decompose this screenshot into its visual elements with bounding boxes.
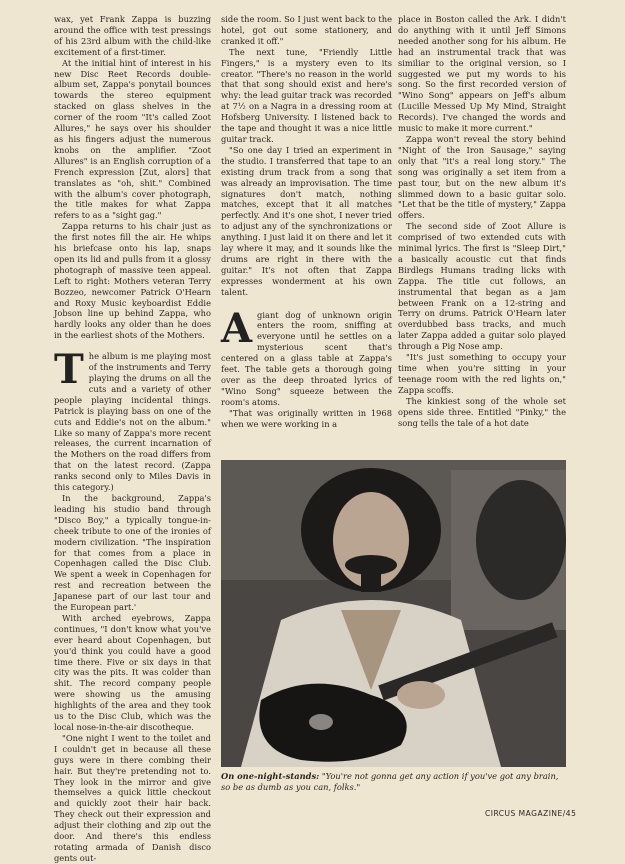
paragraph-with-drop-cap — [221, 304, 392, 408]
article-column-2 — [221, 14, 392, 458]
paragraph: Zappa returns to his chair just as the first notes fill the air. He whips his briefcase onto his lap, snaps open its lid and pulls from it a glossy photograph of massive teen appeal. Left to right: Mothers veteran Terry Bozzeo, newcomer Patrick O'Hearn and Roxy Music keyboardist Eddie Jobson line up behind Zappa, who hardly looks any older than he does in the earliest shots of the Mothers. — [54, 221, 211, 341]
paragraph: wax, yet Frank Zappa is buzzing around the office with test pressings of his 23rd album with the child-like excitement of a first-timer. — [54, 14, 211, 57]
paragraph: At the initial hint of interest in his new Disc Reet Records double-album set, Zappa's ponytail bounces towards the stereo equipment stacked on glass shelves in the corner of the room "It's called Zoot Allures," he says over his shoulder as his fingers adjust the numerous knobs on the amplifier. "Zoot Allures" is an English corruption of a French expression [Zut, alors] that translates as "oh, shit." Combined with the album's cover photograph, the title makes for what Zappa refers to as a "sight gag." — [54, 57, 211, 221]
paragraph: Zappa won't reveal the story behind "Night of the Iron Sausage," saying only that "it's a real long story." The song was originally a set item from a past tour, but on the new album it's slimmed down to a basic guitar solo. "Let that be the title of mystery," Zappa offers. — [398, 133, 566, 221]
paragraph: "That was originally written in 1968 when we were working in a — [221, 407, 392, 429]
paragraph: The kinkiest song of the whole set opens side three. Entitled "Pinky," the song tells the tale of a hot date — [398, 395, 566, 428]
caption-quote: "You're not gonna get any action if you've got any brain, so be as dumb as you can, folks." — [221, 771, 559, 792]
paragraph: "One night I went to the toilet and I couldn't get in because all these guys were in there combing their hair. But they're pretending not to. They look in the mirror and give themselves a quick little checkout and quickly zoot their hair back. They check out their expression and adjust their clothing and zip out the door. And there's this endless rotating armada of Danish disco gents out- — [54, 732, 211, 863]
paragraph: In the background, Zappa's leading his studio band through "Disco Boy," a typically tongue-in-cheek tribute to one of the ironies of modern civilization. "The inspiration for that comes from a place in Copenhagen called the Disc Club. We spent a week in Copenhagen for rest and recreation between the Japanese part of our last tour and the European part.' — [54, 492, 211, 613]
caption-lead: On one-night-stands: — [221, 771, 320, 781]
article-column-1 — [54, 14, 211, 863]
paragraph-text: he album is me playing most of the instruments and Terry playing the drums on all the cuts and a variety of other people playing incidental things. Patrick is playing bass on one of the cuts and Eddie's not on the album." Like so many of Zappa's more recent releases, the current incarnation of the Mothers on the road differs from that on the latest record. (Zappa ranks second only to Miles Davis in this category.) — [54, 351, 211, 493]
paragraph: The second side of Zoot Allure is comprised of two extended cuts with minimal lyrics. The first is "Sleep Dirt," a basically acoustic cut that finds Birdlegs Humans trading licks with Zappa. The title cut follows, an instrumental that began as a jam between Frank on a 12-string and Terry on drums. Patrick O'Hearn later overdubbed bass tracks, and much later Zappa added a guitar solo played through a Pig Nose amp. — [398, 221, 566, 352]
drop-cap: T — [54, 346, 84, 394]
paragraph: side the room. So I just went back to the hotel, got out some stationery, and cranked it off." — [221, 14, 392, 46]
photo-caption — [221, 771, 566, 793]
paragraph: "So one day I tried an experiment in the studio. I transferred that tape to an existing drum track from a song that was already an improvisation. The time signatures don't match, nothing matches, except that it all matches perfectly. And it's one shot, I never tried to adjust any of the synchronizations or anything. I just laid it on there and let it lay where it may, and it sounds like the drums are right in there with the guitar." It's not often that Zappa expresses wonderment at his own talent. — [221, 144, 392, 297]
article-column-3 — [398, 14, 566, 458]
paragraph-with-drop-cap — [54, 346, 211, 493]
photo-guitarist — [221, 460, 566, 767]
drop-cap: A — [221, 304, 253, 352]
paragraph: place in Boston called the Ark. I didn't do anything with it until Jeff Simons needed another song for his album. He had an instrumental track that was similiar to the original version, so I suggested we put my words to his song. So the first recorded version of "Wino Song" appears on Jeff's album (Lucille Messed Up My Mind, Straight Records). I've changed the words and music to make it more current." — [398, 14, 566, 134]
paragraph-text: giant dog of unknown origin enters the room, sniffing at everyone until he settles on a mysterious scent that's centered on a glass table at Zappa's feet. The table gets a thorough going over as the deep throated lyrics of "Wino Song" squeeze between the room's atoms. — [221, 309, 392, 407]
paragraph: "It's just something to occupy your time when you're sitting in your teenage room with the red lights on," Zappa scoffs. — [398, 352, 566, 395]
photo-illustration — [221, 460, 566, 767]
paragraph: With arched eyebrows, Zappa continues, "I don't know what you've ever heard about Copenhagen, but you'd think you could have a good time there. Five or six days in that city was the pits. It was colder than shit. The record company people were showing us the amusing highlights of the area and they took us to the Disc Club, which was the local nose-in-the-air discotheque. — [54, 612, 211, 732]
paragraph: The next tune, "Friendly Little Fingers," is a mystery even to its creator. "There's no reason in the world that that song should exist and here's why: the lead guitar track was recorded at 7½ on a Nagra in a dressing room at Hofsberg University. I listened back to the tape and thought it was a nice little guitar track. — [221, 46, 392, 144]
page-folio: CIRCUS MAGAZINE/45 — [485, 809, 577, 818]
